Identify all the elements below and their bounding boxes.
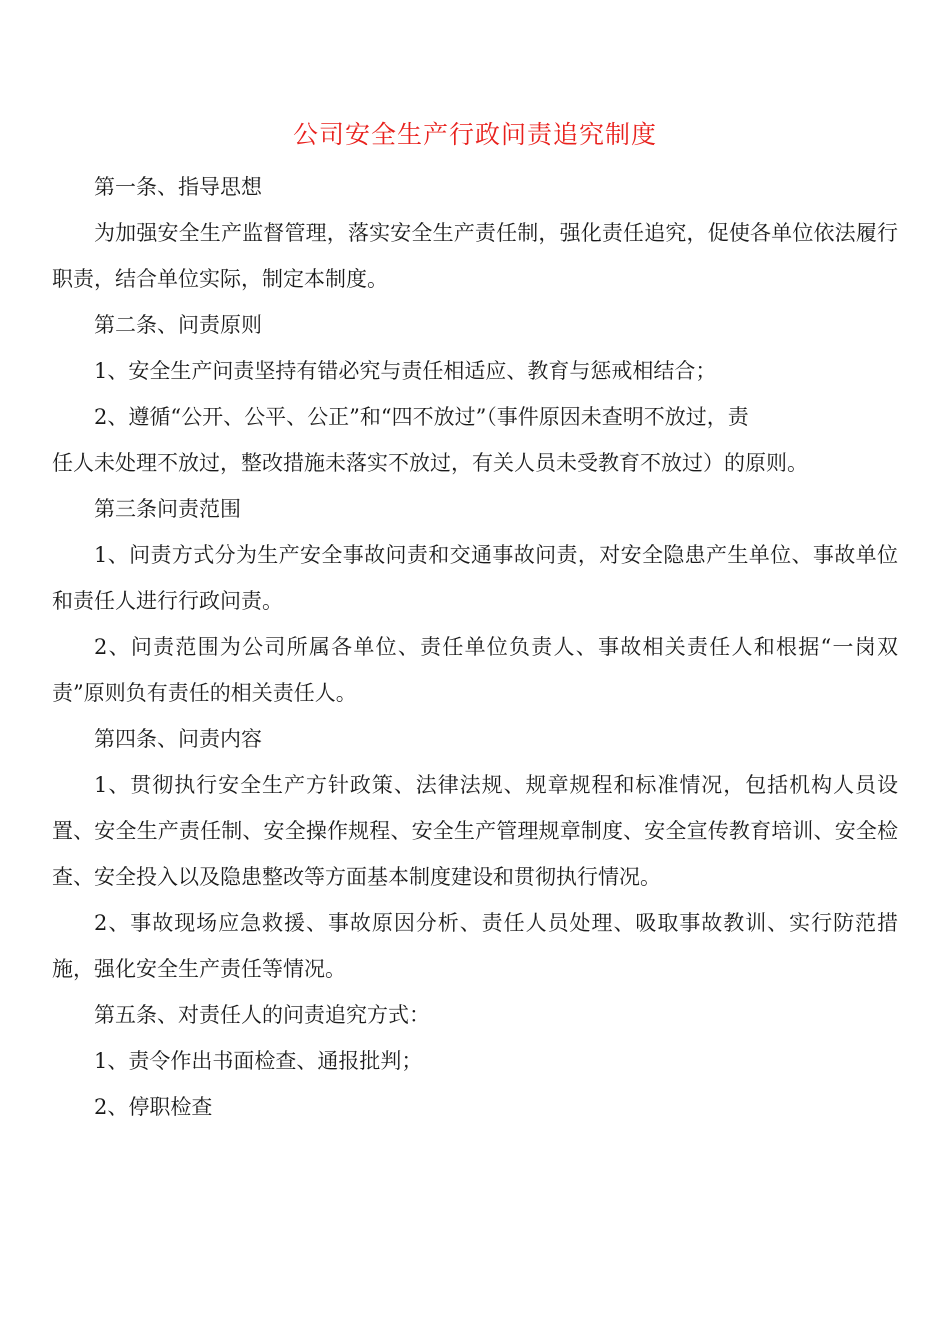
article-5-heading: 第五条、对责任人的问责追究方式： (94, 1003, 430, 1027)
article-2-item-2-line-1: 2、遵循“公开、公平、公正”和“四不放过”（事件原因未查明不放过，责 (94, 405, 749, 429)
article-5-item-1: 1、责令作出书面检查、通报批判； (94, 1049, 423, 1073)
article-1-heading: 第一条、指导思想 (94, 175, 262, 199)
article-2-item-2-line-2: 任人未处理不放过，整改措施未落实不放过，有关人员未受教育不放过）的原则。 (52, 451, 808, 475)
article-4-item-1: 1、贯彻执行安全生产方针政策、法律法规、规章规程和标准情况，包括机构人员设置、安全生产责任制、安全操作规程、安全生产管理规章制度、安全宣传教育培训、安全检查、安全投入以及隐患整改等方面基本制度建设和贯彻执行情况。 (52, 773, 898, 889)
article-4-item-2: 2、事故现场应急救援、事故原因分析、责任人员处理、吸取事故教训、实行防范措施，强化安全生产责任等情况。 (52, 911, 898, 981)
article-2-heading: 第二条、问责原则 (94, 313, 262, 337)
article-3-item-1: 1、问责方式分为生产安全事故问责和交通事故问责，对安全隐患产生单位、事故单位和责任人进行行政问责。 (52, 543, 898, 613)
document-title: 公司安全生产行政问责追究制度 (292, 120, 657, 149)
article-1-text: 为加强安全生产监督管理，落实安全生产责任制，强化责任追究，促使各单位依法履行职责，结合单位实际，制定本制度。 (52, 221, 898, 291)
article-5-item-2: 2、停职检查 (94, 1095, 213, 1119)
article-3-heading: 第三条问责范围 (94, 497, 241, 521)
article-3-item-2: 2、问责范围为公司所属各单位、责任单位负责人、事故相关责任人和根据“一岗双责”原则负有责任的相关责任人。 (52, 635, 898, 705)
document-body (52, 164, 898, 1130)
article-4-heading: 第四条、问责内容 (94, 727, 262, 751)
article-2-item-1: 1、安全生产问责坚持有错必究与责任相适应、教育与惩戒相结合； (94, 359, 717, 383)
